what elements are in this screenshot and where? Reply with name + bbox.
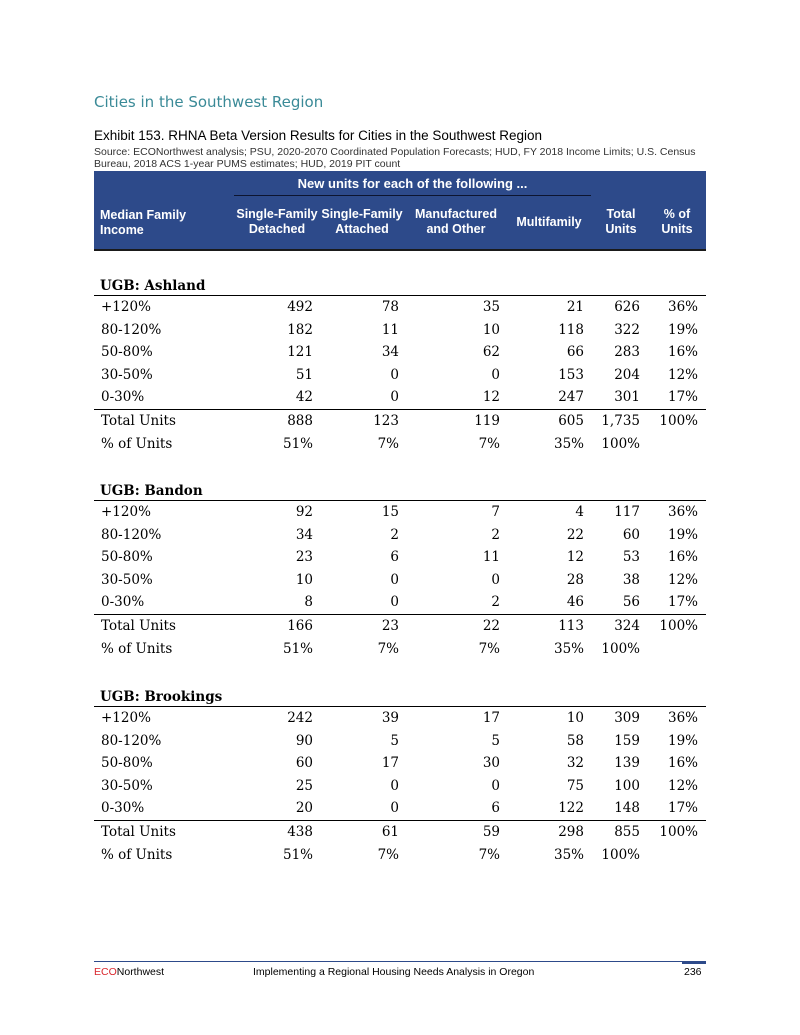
row-label: 50-80% (101, 344, 153, 360)
group-label: UGB: Ashland (94, 277, 706, 296)
cell-sfa: 123 (373, 412, 399, 429)
cell-multi: 247 (558, 389, 584, 405)
cell-pct: 17% (667, 389, 698, 405)
cell-sfa: 0 (390, 800, 399, 816)
cell-pct: 17% (667, 800, 698, 816)
header-single-family-attached: Single-Family Attached (321, 207, 403, 236)
cell-manu: 6 (491, 800, 500, 816)
row-label: 80-120% (101, 732, 162, 749)
cell-total: 38 (622, 571, 640, 588)
table-group-bandon (94, 482, 706, 661)
cell-manu: 0 (491, 777, 500, 794)
header-total-units: Total Units (605, 207, 637, 236)
cell-sfd: 242 (287, 710, 313, 726)
cell-total: 324 (614, 617, 640, 634)
cell-multi: 153 (558, 366, 584, 383)
cell-manu: 7% (478, 641, 500, 657)
cell-manu: 5 (491, 732, 500, 749)
cell-sfa: 17 (381, 755, 399, 771)
cell-sfa: 2 (390, 526, 399, 543)
header-multifamily: Multifamily (516, 214, 582, 229)
total-row (94, 821, 706, 844)
exhibit-source: Source: ECONorthwest analysis; PSU, 2020-2070 Coordinated Population Forecasts; HUD, FY 2018 Income Limits; U.S. Census Bureau, 2018 ACS 1-year PUMS estimates; HUD, 2019 PIT count (94, 146, 696, 170)
cell-sfd: 121 (287, 344, 313, 360)
table-row (94, 546, 706, 569)
section-title: Cities in the Southwest Region (94, 93, 324, 111)
cell-pct: 36% (667, 299, 698, 315)
cell-manu: 62 (482, 344, 500, 360)
cell-pct: 100% (659, 823, 698, 840)
cell-sfd: 51% (282, 847, 313, 863)
cell-total: 100% (601, 847, 640, 863)
total-row (94, 615, 706, 638)
row-label: 50-80% (101, 549, 153, 565)
table-header (94, 171, 706, 251)
cell-sfa: 6 (390, 549, 399, 565)
pct-row (94, 433, 706, 456)
cell-pct: 17% (667, 594, 698, 610)
row-label: +120% (101, 710, 151, 726)
cell-sfa: 11 (381, 321, 399, 338)
cell-manu: 59 (482, 823, 500, 840)
footer-brand-rest: Northwest (116, 966, 165, 978)
cell-pct: 36% (667, 504, 698, 520)
cell-sfd: 166 (287, 617, 313, 634)
row-label: +120% (101, 299, 151, 315)
cell-multi: 10 (566, 710, 584, 726)
cell-total: 139 (614, 755, 640, 771)
table-group-ashland (94, 277, 706, 456)
cell-sfd: 42 (295, 389, 313, 405)
cell-manu: 0 (491, 571, 500, 588)
cell-multi: 35% (553, 847, 584, 863)
cell-sfa: 0 (390, 594, 399, 610)
cell-manu: 30 (482, 755, 500, 771)
table-row (94, 591, 706, 615)
cell-multi: 35% (553, 641, 584, 657)
cell-sfd: 51 (295, 366, 313, 383)
footer-title: Implementing a Regional Housing Needs Analysis in Oregon (253, 966, 535, 978)
footer-brand-eco: ECO (94, 966, 117, 978)
row-label: % of Units (101, 641, 173, 657)
cell-manu: 119 (474, 412, 500, 429)
cell-sfd: 492 (287, 299, 313, 315)
cell-sfd: 25 (295, 777, 313, 794)
cell-multi: 118 (558, 321, 584, 338)
cell-sfa: 7% (377, 641, 399, 657)
cell-sfa: 15 (381, 504, 399, 520)
pct-row (94, 844, 706, 867)
cell-sfa: 0 (390, 571, 399, 588)
cell-manu: 10 (482, 321, 500, 338)
cell-pct: 16% (667, 755, 698, 771)
pct-row (94, 638, 706, 661)
table-row (94, 752, 706, 775)
cell-sfa: 78 (381, 299, 399, 315)
cell-manu: 11 (482, 549, 500, 565)
cell-manu: 0 (491, 366, 500, 383)
cell-multi: 22 (566, 526, 584, 543)
cell-total: 283 (614, 344, 640, 360)
cell-pct: 100% (659, 617, 698, 634)
cell-sfa: 7% (377, 847, 399, 863)
header-single-family-detached: Single-Family Detached (236, 207, 318, 236)
cell-multi: 113 (558, 617, 584, 634)
cell-multi: 75 (566, 777, 584, 794)
cell-pct: 19% (667, 321, 698, 338)
cell-sfa: 39 (381, 710, 399, 726)
cell-sfd: 92 (295, 504, 313, 520)
cell-sfa: 34 (381, 344, 399, 360)
row-label: 80-120% (101, 526, 162, 543)
cell-multi: 12 (566, 549, 584, 565)
header-manufactured-and-other: Manufactured and Other (415, 207, 497, 236)
cell-total: 117 (614, 504, 640, 520)
cell-pct: 100% (659, 412, 698, 429)
row-label: 0-30% (101, 800, 145, 816)
row-label: Total Units (101, 823, 176, 840)
header-group-label: New units for each of the following ... (297, 176, 528, 191)
cell-total: 301 (614, 389, 640, 405)
cell-manu: 22 (482, 617, 500, 634)
cell-manu: 2 (491, 594, 500, 610)
cell-total: 159 (614, 732, 640, 749)
cell-total: 148 (614, 800, 640, 816)
cell-total: 60 (622, 526, 640, 543)
cell-multi: 46 (566, 594, 584, 610)
header-median-family-income: Median Family Income (100, 208, 187, 237)
cell-multi: 32 (566, 755, 584, 771)
row-label: 30-50% (101, 571, 153, 588)
group-label: UGB: Bandon (94, 482, 706, 501)
row-label: 30-50% (101, 366, 153, 383)
row-label: % of Units (101, 436, 173, 452)
cell-manu: 2 (491, 526, 500, 543)
cell-manu: 7% (478, 847, 500, 863)
row-label: % of Units (101, 847, 173, 863)
cell-total: 855 (614, 823, 640, 840)
cell-sfd: 10 (295, 571, 313, 588)
cell-total: 100% (601, 436, 640, 452)
cell-manu: 7 (491, 504, 500, 520)
cell-sfa: 0 (390, 777, 399, 794)
table-row (94, 364, 706, 387)
cell-sfd: 20 (295, 800, 313, 816)
cell-multi: 4 (575, 504, 584, 520)
cell-sfa: 61 (381, 823, 399, 840)
row-label: Total Units (101, 617, 176, 634)
cell-sfa: 0 (390, 389, 399, 405)
cell-total: 1,735 (601, 412, 640, 429)
cell-sfd: 888 (287, 412, 313, 429)
cell-total: 204 (614, 366, 640, 383)
table-row (94, 797, 706, 821)
cell-sfd: 23 (295, 549, 313, 565)
cell-sfa: 7% (377, 436, 399, 452)
footer-brand (94, 966, 164, 978)
footer-page-rule (682, 961, 706, 964)
row-label: 50-80% (101, 755, 153, 771)
cell-pct: 19% (667, 732, 698, 749)
cell-sfd: 51% (282, 641, 313, 657)
page-number: 236 (684, 966, 702, 978)
cell-manu: 17 (482, 710, 500, 726)
row-label: 0-30% (101, 389, 145, 405)
cell-multi: 58 (566, 732, 584, 749)
cell-pct: 19% (667, 526, 698, 543)
cell-total: 100% (601, 641, 640, 657)
cell-pct: 12% (667, 571, 698, 588)
cell-sfd: 60 (295, 755, 313, 771)
cell-manu: 7% (478, 436, 500, 452)
cell-pct: 12% (667, 777, 698, 794)
cell-sfd: 8 (304, 594, 313, 610)
row-label: Total Units (101, 412, 176, 429)
cell-total: 309 (614, 710, 640, 726)
row-label: 0-30% (101, 594, 145, 610)
row-label: 80-120% (101, 321, 162, 338)
table-row (94, 501, 706, 524)
cell-total: 100 (614, 777, 640, 794)
cell-multi: 122 (558, 800, 584, 816)
row-label: 30-50% (101, 777, 153, 794)
cell-multi: 66 (566, 344, 584, 360)
cell-multi: 35% (553, 436, 584, 452)
table-row (94, 730, 706, 753)
cell-total: 53 (622, 549, 640, 565)
cell-pct: 36% (667, 710, 698, 726)
cell-sfd: 90 (295, 732, 313, 749)
cell-sfd: 34 (295, 526, 313, 543)
cell-multi: 28 (566, 571, 584, 588)
row-label: +120% (101, 504, 151, 520)
table-row (94, 386, 706, 410)
table-group-brookings (94, 688, 706, 867)
cell-sfa: 23 (381, 617, 399, 634)
cell-multi: 605 (558, 412, 584, 429)
exhibit-title: Exhibit 153. RHNA Beta Version Results for Cities in the Southwest Region (94, 128, 542, 143)
footer-rule (94, 961, 706, 962)
table-row (94, 775, 706, 798)
cell-sfd: 182 (287, 321, 313, 338)
table-row (94, 296, 706, 319)
cell-multi: 21 (566, 299, 584, 315)
cell-pct: 12% (667, 366, 698, 383)
table-row (94, 569, 706, 592)
cell-sfa: 0 (390, 366, 399, 383)
cell-sfd: 438 (287, 823, 313, 840)
table-row (94, 341, 706, 364)
cell-pct: 16% (667, 549, 698, 565)
header-pct-of-units: % of Units (661, 207, 693, 236)
table-row (94, 707, 706, 730)
table-row (94, 319, 706, 342)
cell-sfa: 5 (390, 732, 399, 749)
total-row (94, 410, 706, 433)
cell-total: 626 (614, 299, 640, 315)
cell-total: 56 (622, 594, 640, 610)
group-label: UGB: Brookings (94, 688, 706, 707)
cell-manu: 12 (482, 389, 500, 405)
cell-pct: 16% (667, 344, 698, 360)
table-row (94, 524, 706, 547)
cell-manu: 35 (482, 299, 500, 315)
cell-sfd: 51% (282, 436, 313, 452)
cell-multi: 298 (558, 823, 584, 840)
cell-total: 322 (614, 321, 640, 338)
